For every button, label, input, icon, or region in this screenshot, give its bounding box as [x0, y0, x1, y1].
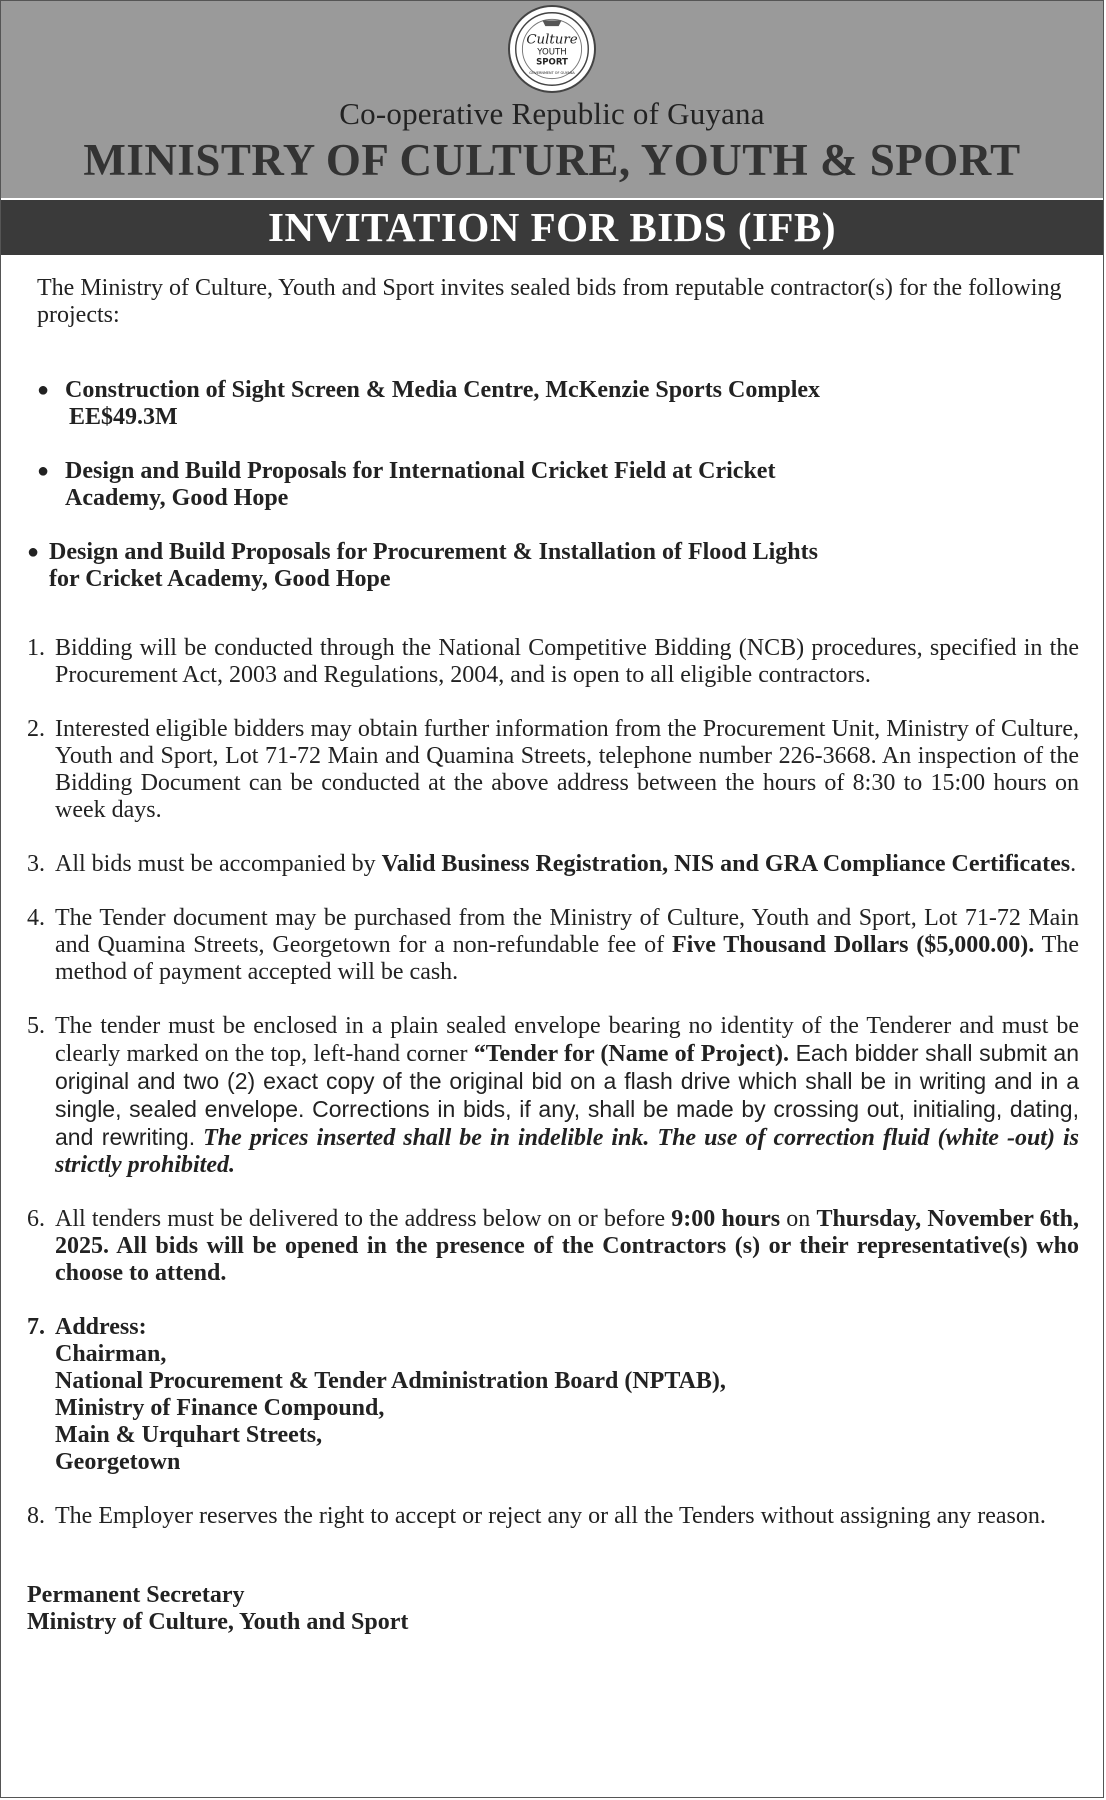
project-list	[27, 377, 1079, 593]
condition-item-2	[27, 716, 1079, 824]
item-text-bold: Valid Business Registration, NIS and GRA Compliance Certificates	[381, 851, 1071, 877]
item-number: 3.	[27, 851, 45, 877]
condition-item-4	[27, 905, 1079, 986]
notice-body	[1, 255, 1103, 1636]
project-title-cont: Academy, Good Hope	[65, 485, 289, 511]
item-text-plain: .	[1070, 851, 1077, 877]
seal-word-youth: YOUTH	[537, 47, 567, 58]
signoff-title: Permanent Secretary	[27, 1582, 245, 1608]
item-number: 2.	[27, 716, 45, 742]
item-text-bold-italic: The prices inserted shall be in indelible ink. The use of correction fluid (white -out) is strictly prohibited.	[55, 1125, 1079, 1178]
item-text-bold: Five Thousand Dollars ($5,000.00).	[671, 932, 1035, 958]
bullet-icon: ●	[27, 541, 40, 563]
item-number: 1.	[27, 635, 45, 661]
item-text-sans: Each bidder shall submit an original and two (2) exact copy of the original bid on a flash drive which shall be in writing and in a single, sealed envelope. Corrections in bids, if any, shall be made by crossing out, initialing, dating, and rewriting.	[55, 1040, 1080, 1150]
condition-item-8	[27, 1503, 1079, 1530]
item-text	[55, 1206, 1079, 1287]
project-title: Design and Build Proposals for International Cricket Field at Cricket	[65, 458, 776, 484]
project-title-cont: for Cricket Academy, Good Hope	[49, 566, 391, 592]
item-text	[55, 1013, 1079, 1179]
item-text-plain: on	[780, 1206, 817, 1232]
item-text: The Employer reserves the right to accept or reject any or all the Tenders without assigning any reason.	[55, 1503, 1046, 1529]
item-text-plain: The method of payment accepted will be cash.	[55, 932, 1079, 985]
item-text-bold: “Tender for (Name of Project).	[473, 1041, 789, 1067]
project-value: EE$49.3M	[69, 404, 178, 430]
ifb-banner: INVITATION FOR BIDS (IFB)	[1, 198, 1103, 255]
bullet-icon: ●	[37, 460, 50, 482]
address-line: Chairman,	[55, 1341, 167, 1367]
signoff-org: Ministry of Culture, Youth and Sport	[27, 1609, 409, 1635]
header	[1, 1, 1103, 198]
bullet-icon: ●	[37, 379, 50, 401]
address-line: Georgetown	[55, 1449, 181, 1475]
ministry-seal	[508, 5, 596, 93]
item-text-plain: The tender must be enclosed in a plain sealed envelope bearing no identity of the Tenderer and must be clearly marked on the top, left-hand corner	[55, 1013, 1079, 1067]
address-block	[55, 1314, 1079, 1476]
item-number: 6.	[27, 1206, 45, 1232]
condition-item-7	[27, 1314, 1079, 1476]
address-line: Ministry of Finance Compound,	[55, 1395, 385, 1421]
project-item	[27, 458, 1079, 512]
address-line: National Procurement & Tender Administration Board (NPTAB),	[55, 1368, 726, 1394]
condition-item-6	[27, 1206, 1079, 1287]
item-text-plain: All bids must be accompanied by	[55, 851, 382, 877]
seal-word-culture: Culture	[526, 32, 578, 48]
project-title: Construction of Sight Screen & Media Centre, McKenzie Sports Complex	[65, 377, 821, 403]
project-title: Design and Build Proposals for Procurement & Installation of Flood Lights	[49, 539, 818, 565]
item-text-bold: 9:00 hours	[671, 1206, 781, 1232]
address-line: Main & Urquhart Streets,	[55, 1422, 323, 1448]
seal-word-government: GOVERNMENT OF GUYANA	[529, 70, 575, 75]
item-number: 5.	[27, 1013, 45, 1039]
signoff-block	[27, 1582, 1079, 1636]
project-item	[27, 539, 1079, 593]
condition-item-3	[27, 851, 1079, 878]
item-text-bold: Thursday, November 6th, 2025. All bids will be opened in the presence of the Contractors (s) or their representative(s) who choose to attend.	[55, 1206, 1080, 1286]
seal-word-sport: SPORT	[536, 57, 568, 68]
item-text	[55, 905, 1079, 986]
intro-paragraph: The Ministry of Culture, Youth and Sport invites sealed bids from reputable contractor(s) for the following projects:	[37, 275, 1062, 328]
condition-item-5	[27, 1013, 1079, 1179]
seal-icon	[510, 7, 594, 91]
item-text: Interested eligible bidders may obtain further information from the Procurement Unit, Ministry of Culture, Youth and Sport, Lot 71-72 Main and Quamina Streets, telephone number 226-3668. An inspection of the Bidding Document can be conducted at the above address between the hours of 8:30 to 15:00 hours on week days.	[55, 716, 1079, 823]
item-text: Bidding will be conducted through the National Competitive Bidding (NCB) procedures, specified in the Procurement Act, 2003 and Regulations, 2004, and is open to all eligible contractors.	[55, 635, 1079, 688]
item-number: 4.	[27, 905, 45, 931]
item-text-plain: All tenders must be delivered to the address below on or before	[55, 1206, 672, 1232]
conditions-list	[27, 635, 1079, 1530]
item-number: 7.	[27, 1314, 45, 1340]
address-label: Address:	[55, 1314, 147, 1340]
item-text	[55, 851, 1079, 878]
republic-name: Co-operative Republic of Guyana	[339, 96, 765, 131]
ministry-name: MINISTRY OF CULTURE, YOUTH & SPORT	[83, 135, 1021, 185]
condition-item-1	[27, 635, 1079, 689]
item-text-plain: The Tender document may be purchased from the Ministry of Culture, Youth and Sport, Lot 71-72 Main and Quamina Streets, Georgetown for a non-refundable fee of	[55, 905, 1079, 958]
project-item	[27, 377, 1079, 431]
item-number: 8.	[27, 1503, 45, 1529]
